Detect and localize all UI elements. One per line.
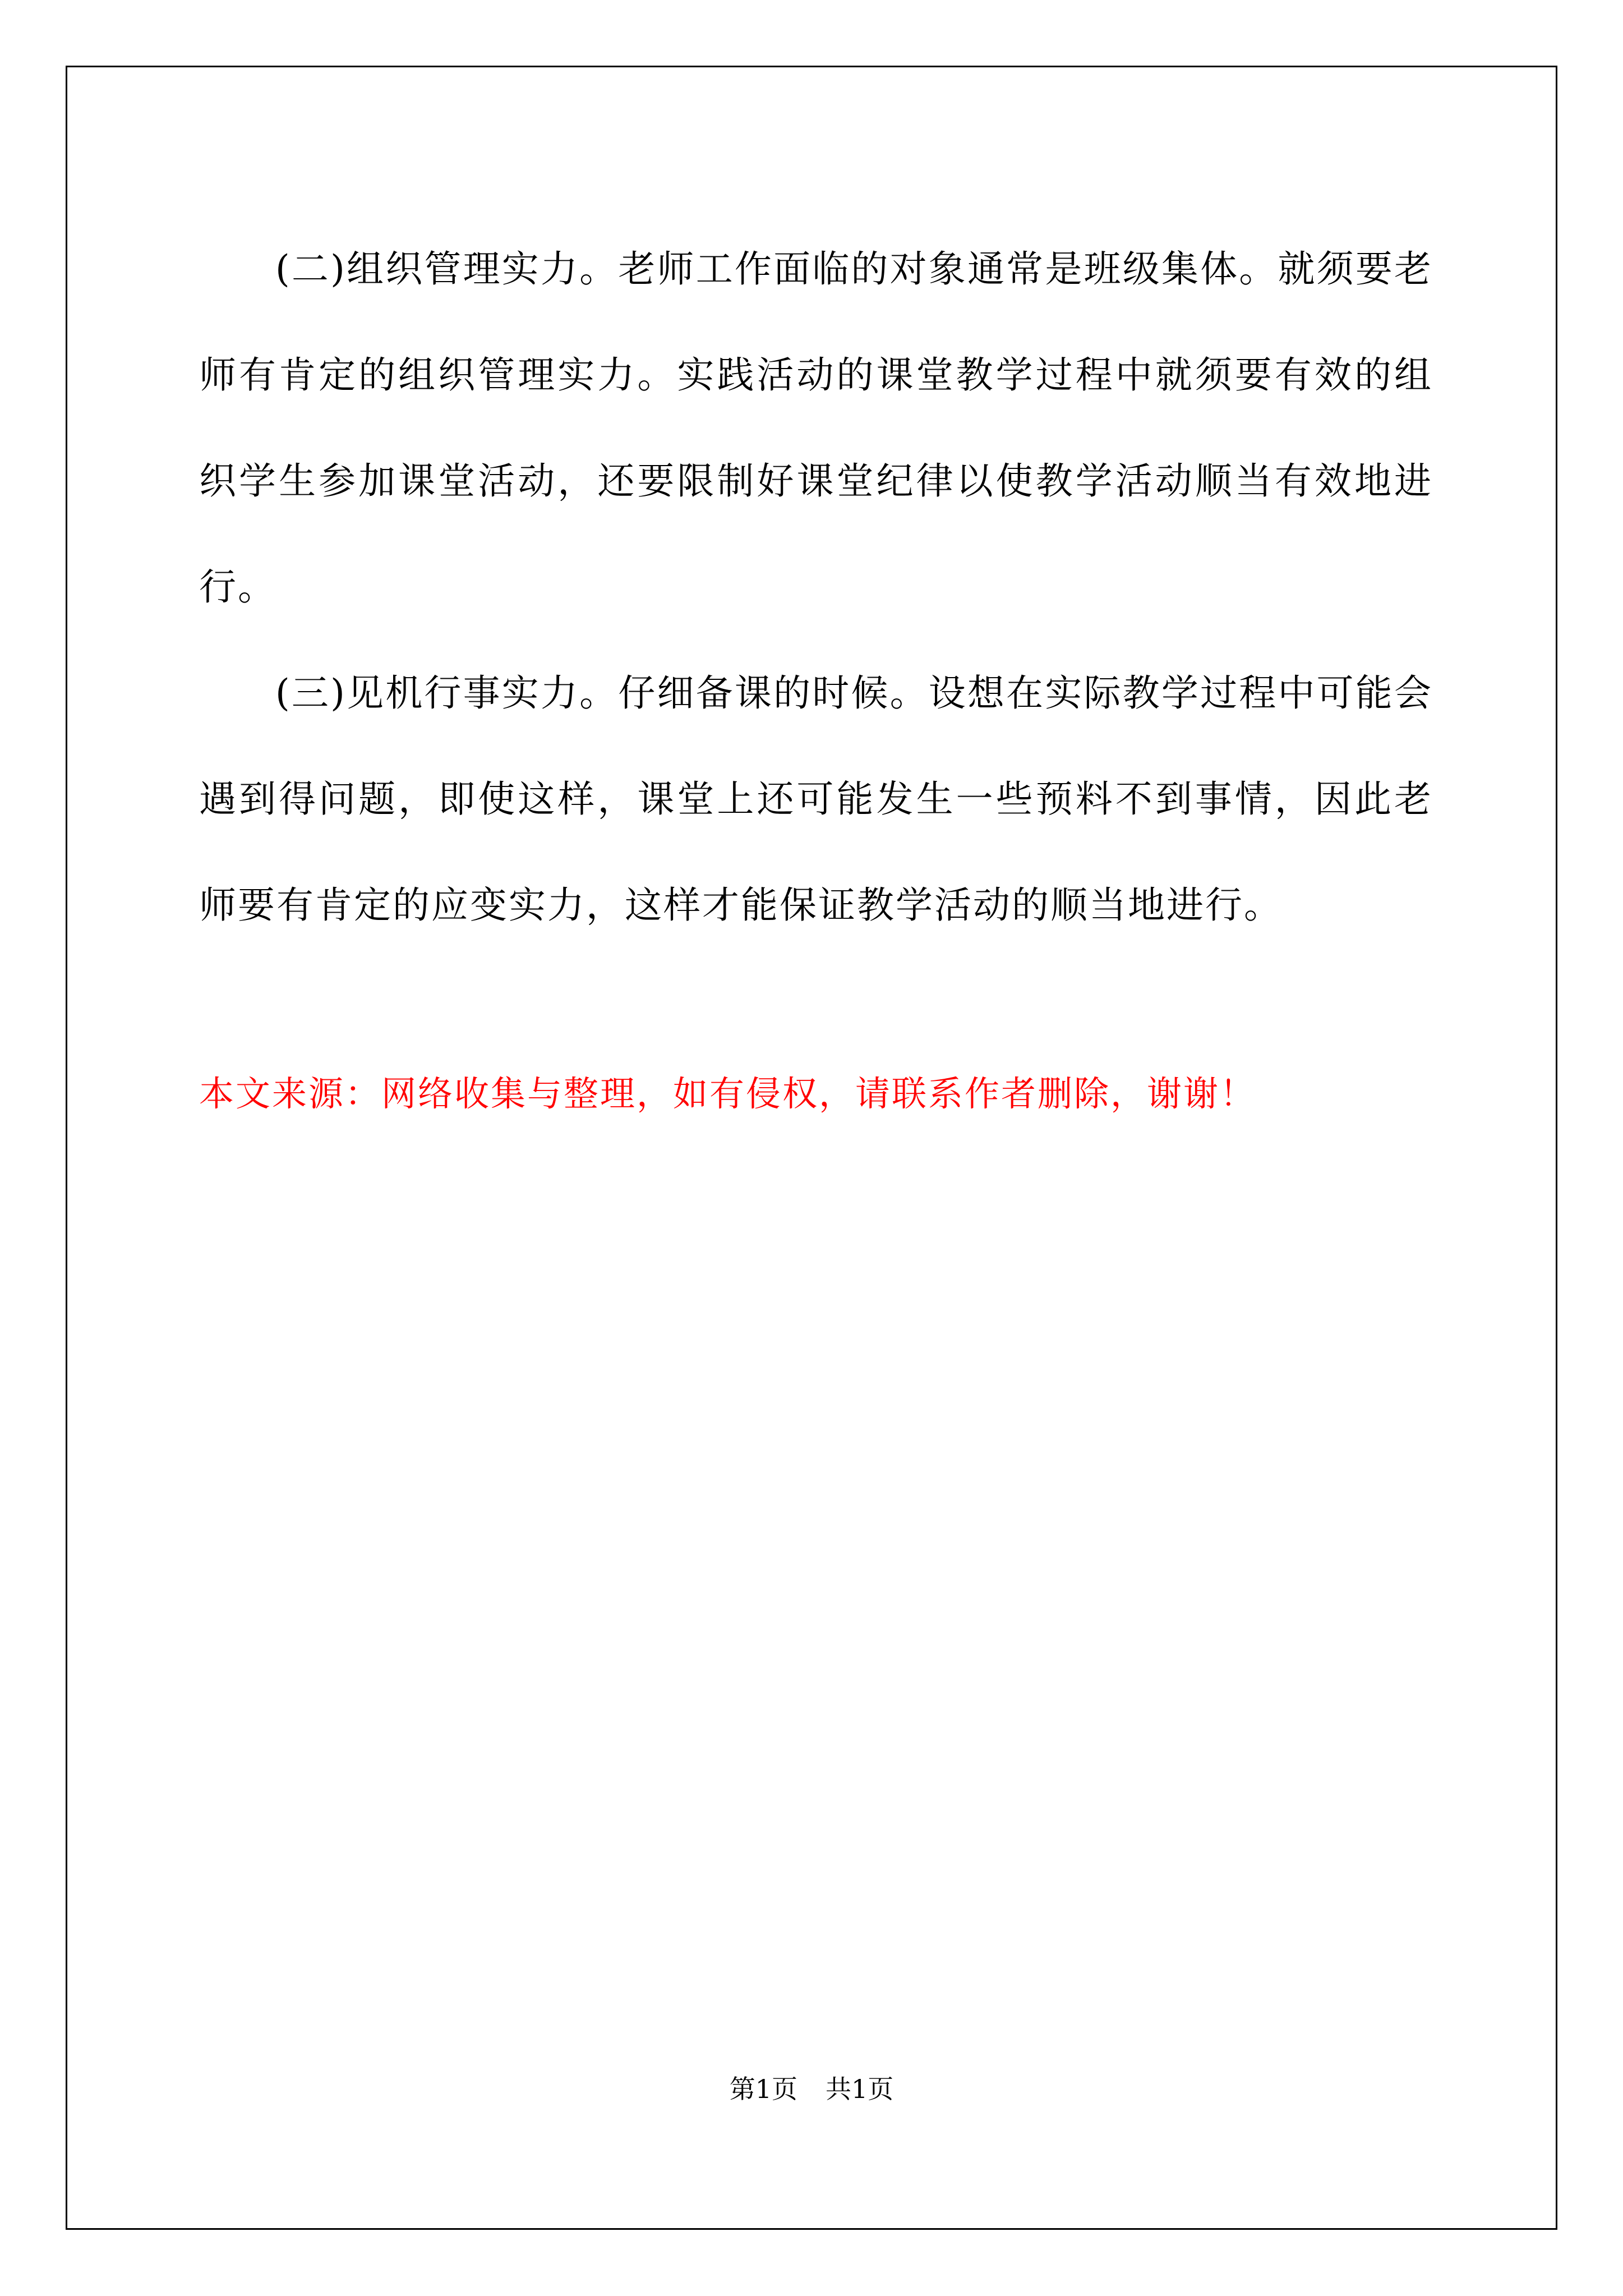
source-note: 本文来源：网络收集与整理，如有侵权，请联系作者删除，谢谢！ <box>199 1073 1257 1114</box>
page-footer <box>0 2069 1623 2106</box>
paragraph-organization: (二)组织管理实力。老师工作面临的对象通常是班级集体。就须要老师有肯定的组织管理实力。实践活动的课堂教学过程中就须要有效的组织学生参加课堂活动，还要限制好课堂纪律以使教学活动顺当有效地进行。 <box>199 247 1433 609</box>
page-number-current: 第1页 <box>729 2074 797 2104</box>
document-body <box>199 216 1433 958</box>
paragraph-adaptability: (三)见机行事实力。仔细备课的时候。设想在实际教学过程中可能会遇到得问题，即使这样，课堂上还可能发生一些预料不到事情，因此老师要有肯定的应变实力，这样才能保证教学活动的顺当地进行。 <box>199 671 1433 927</box>
page-number-total: 共1页 <box>826 2074 894 2104</box>
